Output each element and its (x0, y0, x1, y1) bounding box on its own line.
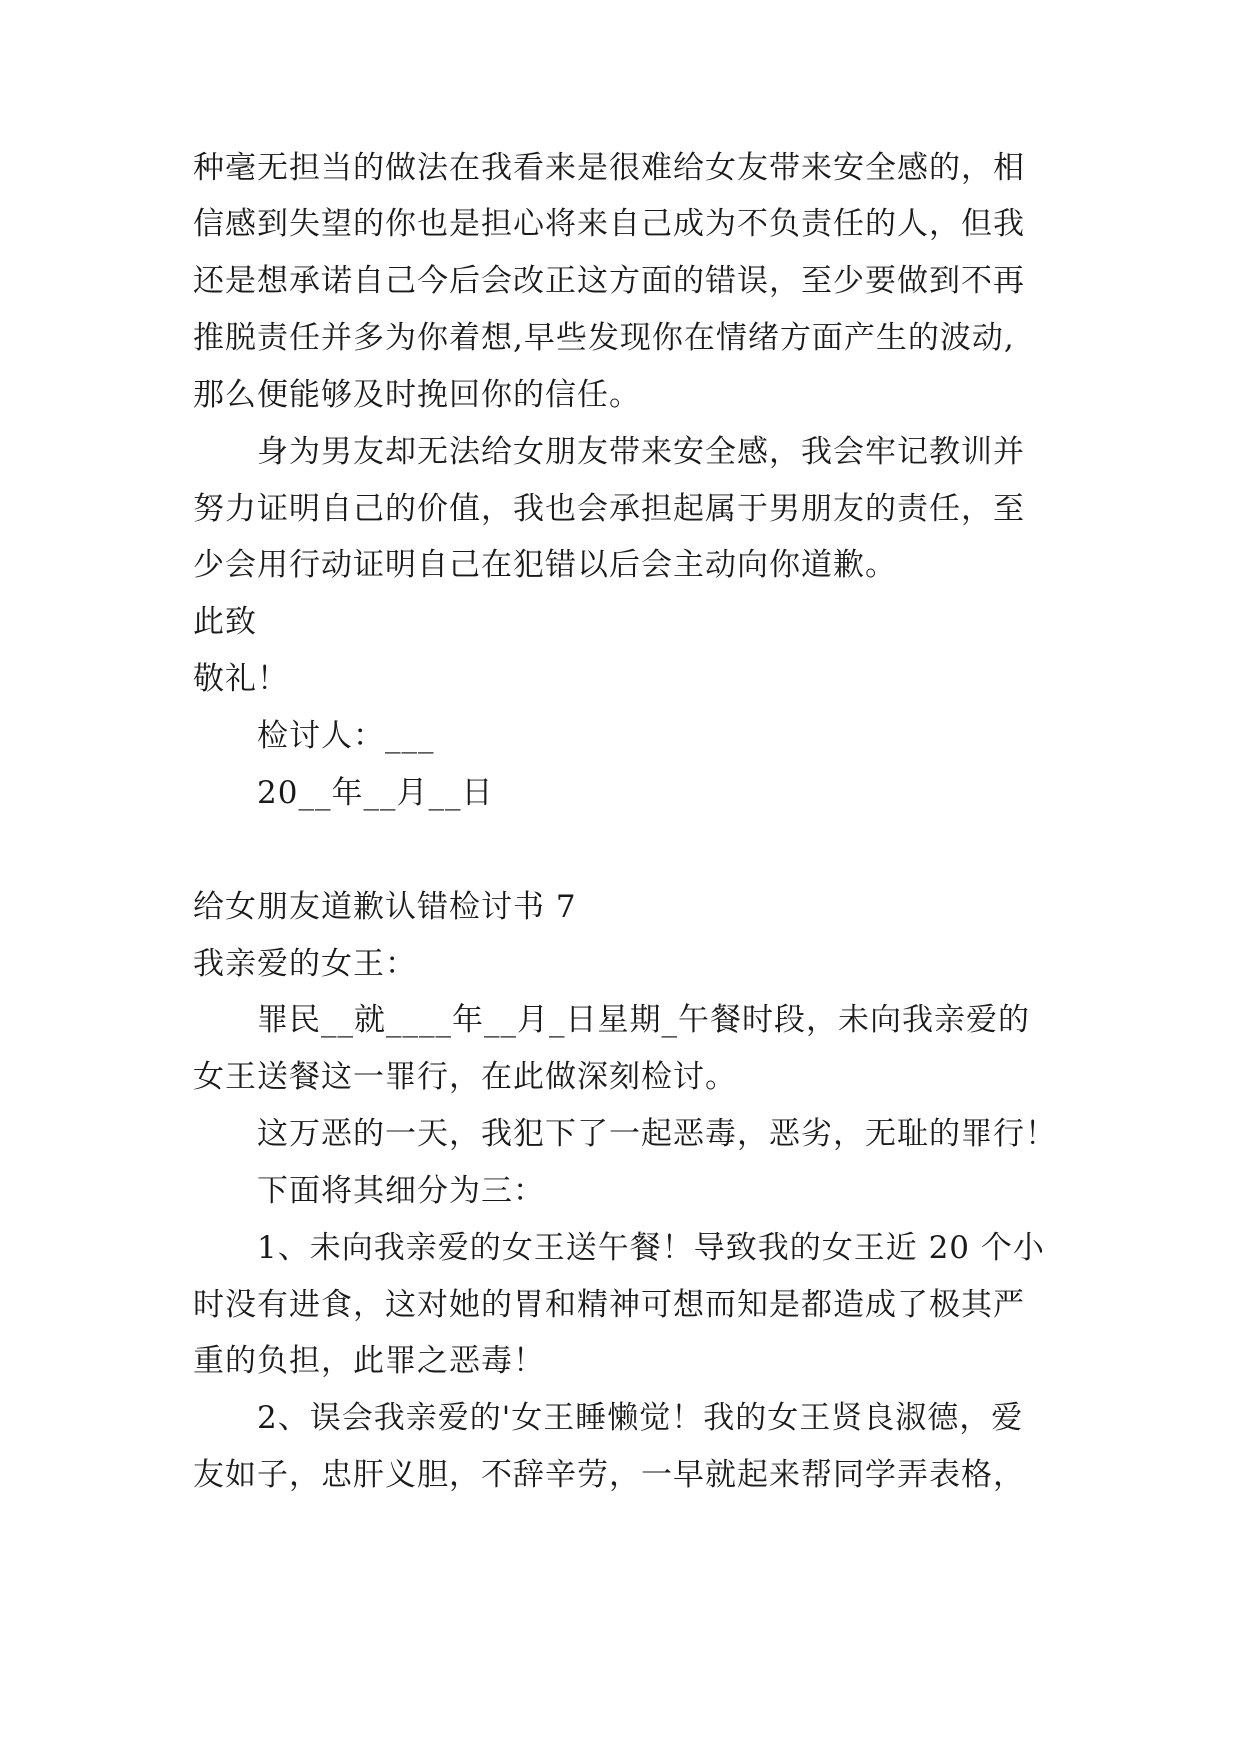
body-text-line: 下面将其细分为三： (257, 1173, 545, 1209)
body-text-line: 少会用行动证明自己在犯错以后会主动向你道歉。 (193, 547, 897, 583)
date-line: 20__年__月__日 (257, 775, 494, 811)
salutation: 我亲爱的女王： (193, 946, 417, 982)
list-item-line: 友如子，忠肝义胆，不辞辛劳，一早就起来帮同学弄表格， (193, 1457, 1025, 1493)
body-text-line: 努力证明自己的价值，我也会承担起属于男朋友的责任，至 (193, 491, 1025, 527)
body-text-line: 这万恶的一天，我犯下了一起恶毒，恶劣，无耻的罪行！ (257, 1116, 1057, 1152)
body-text-line: 推脱责任并多为你着想,早些发现你在情绪方面产生的波动, (193, 320, 1015, 356)
signer-line: 检讨人：___ (257, 718, 435, 754)
body-text-line: 种毫无担当的做法在我看来是很难给女友带来安全感的，相 (193, 150, 1025, 186)
closing-line: 敬礼！ (193, 661, 289, 697)
body-text-line: 女王送餐这一罪行，在此做深刻检讨。 (193, 1059, 737, 1095)
body-text-line: 那么便能够及时挽回你的信任。 (193, 377, 641, 413)
list-item-line: 时没有进食，这对她的胃和精神可想而知是都造成了极其严 (193, 1287, 1025, 1323)
list-item-line: 重的负担，此罪之恶毒！ (193, 1343, 545, 1379)
list-item-line: 1、未向我亲爱的女王送午餐！导致我的女王近 20 个小 (257, 1230, 1045, 1266)
closing-line: 此致 (193, 604, 257, 640)
body-text-line: 还是想承诺自己今后会改正这方面的错误，至少要做到不再 (193, 263, 1025, 299)
list-item-line: 2、误会我亲爱的'女王睡懒觉！我的女王贤良淑德，爱 (257, 1400, 1024, 1436)
section-title: 给女朋友道歉认错检讨书 7 (193, 889, 577, 925)
body-text-line: 信感到失望的你也是担心将来自己成为不负责任的人，但我 (193, 206, 1025, 242)
body-text-line: 身为男友却无法给女朋友带来安全感，我会牢记教训并 (257, 434, 1025, 470)
body-text-line: 罪民__就____年__月_日星期_午餐时段，未向我亲爱的 (257, 1002, 1030, 1038)
